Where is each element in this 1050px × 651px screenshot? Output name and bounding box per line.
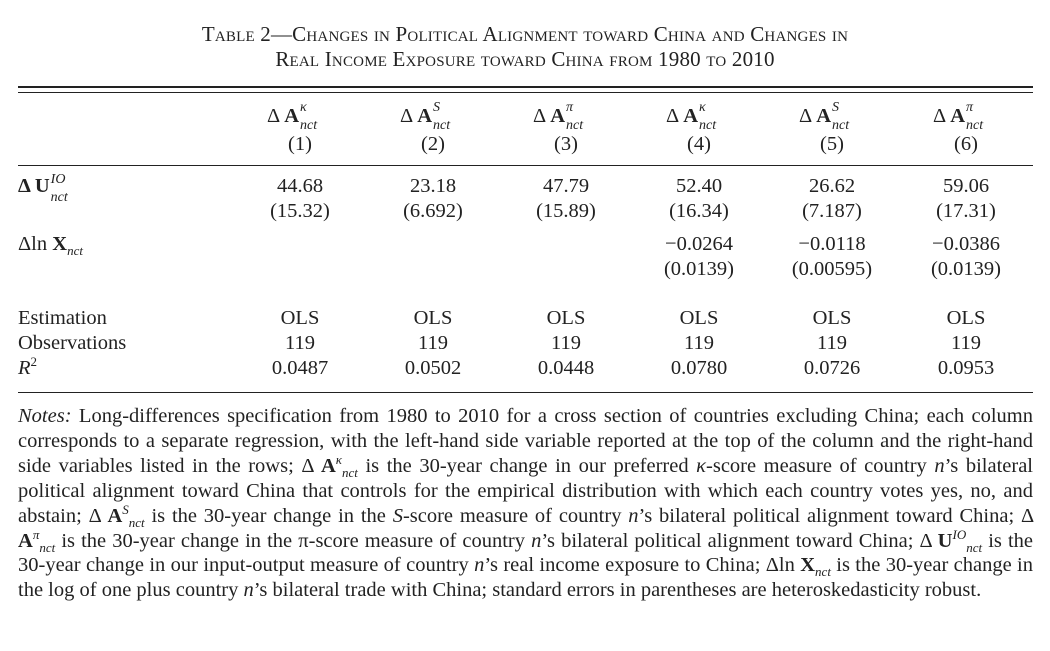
top-rule-2 [18, 92, 1033, 93]
column-header-5: Δ A S nct [799, 100, 850, 133]
observations-label: Observations [18, 332, 127, 354]
observations-1: 119 [285, 332, 315, 354]
r2-4: 0.0780 [670, 357, 728, 379]
estimation-1: OLS [280, 307, 320, 329]
column-header-2: Δ A S nct [400, 100, 451, 133]
u-coef-5: 26.62 [808, 175, 856, 197]
x-se-4: (0.0139) [663, 258, 735, 280]
u-coef-4: 52.40 [675, 175, 723, 197]
column-number-4: (4) [687, 133, 711, 155]
r2-2: 0.0502 [404, 357, 462, 379]
r2-6: 0.0953 [937, 357, 995, 379]
column-number-3: (3) [554, 133, 578, 155]
table-title [0, 22, 1050, 72]
u-coef-6: 59.06 [942, 175, 990, 197]
x-coef-4: −0.0264 [665, 233, 733, 255]
estimation-2: OLS [413, 307, 453, 329]
x-coef-6: −0.0386 [932, 233, 1000, 255]
u-se-5: (7.187) [802, 200, 862, 222]
row-label-u: Δ U IO nct [18, 172, 68, 205]
estimation-3: OLS [546, 307, 586, 329]
r2-3: 0.0448 [537, 357, 595, 379]
column-header-6: Δ A π nct [933, 100, 984, 133]
u-coef-2: 23.18 [409, 175, 457, 197]
estimation-6: OLS [946, 307, 986, 329]
top-rule-1 [18, 86, 1033, 88]
estimation-4: OLS [679, 307, 719, 329]
u-se-3: (15.89) [536, 200, 596, 222]
row-label-x: Δln $X_{nct}$ [18, 233, 83, 259]
x-coef-5: −0.0118 [798, 233, 866, 255]
observations-2: 119 [418, 332, 448, 354]
column-number-6: (6) [954, 133, 978, 155]
u-se-6: (17.31) [936, 200, 996, 222]
table-title-line-1: Table 2—Changes in Political Alignment toward China and Changes in [201, 22, 849, 46]
bottom-rule [18, 392, 1033, 393]
column-number-1: (1) [288, 133, 312, 155]
column-header-3: Δ A π nct [533, 100, 584, 133]
table-notes: Notes: Long-differences specification from 1980 to 2010 for a cross section of countries excluding China; each column corresponds to a separate regression, with the left-hand side variable reported at the top of the column and the right-hand side variables listed in the rows; Δ $A^\kappa_{nct}$ is the 30-year change in our preferred κ-score measure of country n’s bilateral political alignment toward China that controls for the empirical distribution with which each country votes yes, no, and abstain; Δ $A^S_{nct}$ is the 30-year change in the S-score measure of country n’s bilateral political alignment toward China; Δ $A^\pi_{nct}$ is the 30-year change in the π-score measure of country n’s bilateral political alignment toward China; Δ $U^{IO}_{nct}$ is the 30-year change in our input-output measure of country n’s real income exposure to China; Δln $X_{nct}$ is the 30-year change in the log of one plus country n’s bilateral trade with China; standard errors in parentheses are heteroskedasticity robust. [18, 405, 1034, 602]
u-se-4: (16.34) [669, 200, 729, 222]
u-se-1: (15.32) [270, 200, 330, 222]
column-number-5: (5) [820, 133, 844, 155]
observations-3: 119 [551, 332, 581, 354]
u-se-2: (6.692) [403, 200, 463, 222]
r2-1: 0.0487 [271, 357, 329, 379]
u-coef-1: 44.68 [276, 175, 324, 197]
estimation-5: OLS [812, 307, 852, 329]
header-rule [18, 165, 1033, 166]
column-header-4: Δ A κ nct [666, 100, 717, 133]
column-number-2: (2) [421, 133, 445, 155]
r2-label: $R^2$ [18, 354, 38, 379]
table-title-line-2: Real Income Exposure toward China from 1980 to 2010 [275, 47, 775, 71]
x-se-5: (0.00595) [791, 258, 873, 280]
estimation-label: Estimation [18, 307, 107, 329]
observations-5: 119 [817, 332, 847, 354]
u-coef-3: 47.79 [542, 175, 590, 197]
observations-4: 119 [684, 332, 714, 354]
observations-6: 119 [951, 332, 981, 354]
r2-5: 0.0726 [803, 357, 861, 379]
x-se-6: (0.0139) [930, 258, 1002, 280]
column-header-1: Δ A κ nct [267, 100, 318, 133]
